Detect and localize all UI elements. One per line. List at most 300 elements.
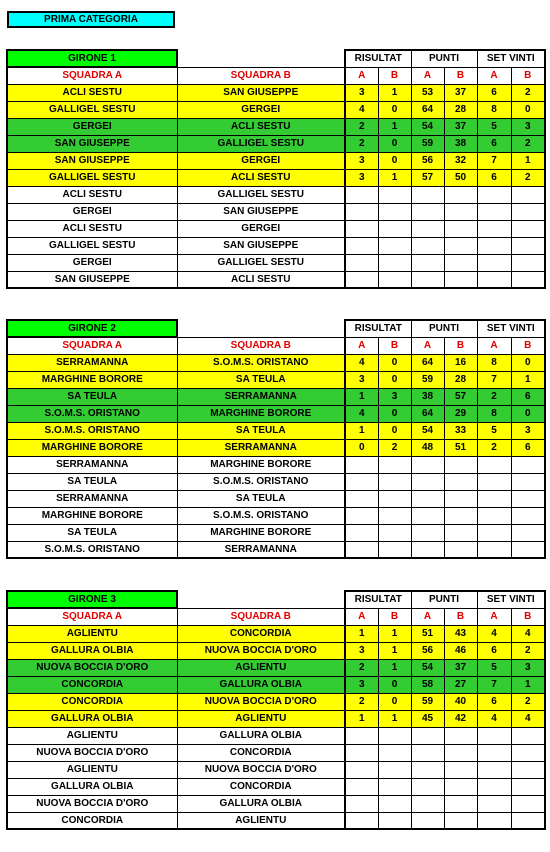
- table-row: [7, 727, 545, 744]
- score-cell: 2: [511, 693, 545, 710]
- score-cell: [511, 744, 545, 761]
- table-row: [7, 405, 545, 422]
- squadra-a-label: SQUADRA A: [7, 67, 177, 84]
- team-b: MARGHINE BORORE: [177, 524, 345, 541]
- risultati-header: RISULTAT: [345, 320, 411, 337]
- team-a: SA TEULA: [7, 388, 177, 405]
- score-cell: [444, 490, 477, 507]
- set-vinti-header: SET VINTI: [477, 591, 545, 608]
- table-row: [7, 456, 545, 473]
- score-cell: 4: [511, 625, 545, 642]
- score-cell: 2: [511, 642, 545, 659]
- team-a: SERRAMANNA: [7, 490, 177, 507]
- score-cell: [511, 795, 545, 812]
- score-cell: [477, 220, 511, 237]
- score-cell: [411, 220, 444, 237]
- score-cell: [511, 220, 545, 237]
- team-b: S.O.M.S. ORISTANO: [177, 354, 345, 371]
- score-cell: 1: [511, 152, 545, 169]
- score-cell: [345, 524, 378, 541]
- score-cell: [477, 727, 511, 744]
- score-cell: 2: [511, 169, 545, 186]
- score-cell: [511, 727, 545, 744]
- score-cell: [378, 254, 411, 271]
- score-cell: [477, 744, 511, 761]
- score-cell: 46: [444, 642, 477, 659]
- score-cell: [511, 778, 545, 795]
- table-row: [7, 271, 545, 288]
- team-b: GERGEI: [177, 152, 345, 169]
- table-row: [7, 135, 545, 152]
- score-col-b-label: B: [378, 67, 411, 84]
- team-b: SAN GIUSEPPE: [177, 203, 345, 220]
- score-cell: [444, 456, 477, 473]
- risultati-header: RISULTAT: [345, 591, 411, 608]
- table-row: [7, 169, 545, 186]
- score-cell: 50: [444, 169, 477, 186]
- score-cell: 0: [378, 405, 411, 422]
- team-a: GALLIGEL SESTU: [7, 169, 177, 186]
- score-col-b-label: B: [511, 337, 545, 354]
- score-cell: 6: [477, 642, 511, 659]
- score-cell: [444, 271, 477, 288]
- score-cell: 4: [477, 625, 511, 642]
- score-cell: 1: [345, 388, 378, 405]
- header-spacer: [177, 591, 345, 608]
- score-cell: [477, 186, 511, 203]
- team-b: SERRAMANNA: [177, 439, 345, 456]
- table-row: [7, 761, 545, 778]
- score-cell: [477, 456, 511, 473]
- team-b: NUOVA BOCCIA D'ORO: [177, 693, 345, 710]
- score-cell: [345, 254, 378, 271]
- team-b: AGLIENTU: [177, 659, 345, 676]
- score-cell: 2: [345, 659, 378, 676]
- score-cell: 7: [477, 152, 511, 169]
- column-label-row: [7, 608, 545, 625]
- team-b: NUOVA BOCCIA D'ORO: [177, 761, 345, 778]
- team-a: NUOVA BOCCIA D'ORO: [7, 744, 177, 761]
- team-a: MARGHINE BORORE: [7, 371, 177, 388]
- score-cell: [411, 507, 444, 524]
- table-row: [7, 220, 545, 237]
- table-row: [7, 84, 545, 101]
- team-b: GALLURA OLBIA: [177, 676, 345, 693]
- team-b: GALLIGEL SESTU: [177, 186, 345, 203]
- score-cell: 3: [345, 152, 378, 169]
- score-cell: [477, 507, 511, 524]
- score-cell: 64: [411, 405, 444, 422]
- score-cell: 0: [511, 405, 545, 422]
- table-row: [7, 659, 545, 676]
- score-cell: 57: [411, 169, 444, 186]
- score-cell: [411, 761, 444, 778]
- score-col-a-label: A: [345, 67, 378, 84]
- table-row: [7, 744, 545, 761]
- table-row: [7, 388, 545, 405]
- score-cell: [378, 473, 411, 490]
- score-cell: [444, 220, 477, 237]
- score-col-a-label: A: [345, 608, 378, 625]
- team-a: AGLIENTU: [7, 761, 177, 778]
- score-col-a-label: A: [345, 337, 378, 354]
- score-cell: [511, 761, 545, 778]
- score-cell: 4: [345, 101, 378, 118]
- squadra-a-label: SQUADRA A: [7, 608, 177, 625]
- score-cell: [411, 237, 444, 254]
- header-spacer: [177, 50, 345, 67]
- score-cell: [345, 795, 378, 812]
- score-cell: 6: [477, 135, 511, 152]
- score-cell: 0: [378, 676, 411, 693]
- score-cell: 6: [477, 169, 511, 186]
- score-col-b-label: B: [444, 608, 477, 625]
- team-b: ACLI SESTU: [177, 271, 345, 288]
- score-cell: 2: [378, 439, 411, 456]
- score-cell: [411, 524, 444, 541]
- score-cell: 0: [378, 371, 411, 388]
- score-cell: 28: [444, 101, 477, 118]
- set-vinti-header: SET VINTI: [477, 50, 545, 67]
- score-cell: [378, 237, 411, 254]
- group-table: [6, 590, 546, 830]
- team-a: GALLIGEL SESTU: [7, 237, 177, 254]
- team-b: AGLIENTU: [177, 812, 345, 829]
- team-a: MARGHINE BORORE: [7, 439, 177, 456]
- score-col-a-label: A: [477, 337, 511, 354]
- score-cell: [511, 254, 545, 271]
- score-cell: 3: [378, 388, 411, 405]
- score-col-b-label: B: [378, 337, 411, 354]
- score-cell: [378, 507, 411, 524]
- score-cell: 1: [511, 676, 545, 693]
- score-cell: 4: [511, 710, 545, 727]
- score-cell: 59: [411, 693, 444, 710]
- table-row: [7, 237, 545, 254]
- score-cell: 1: [378, 118, 411, 135]
- team-a: MARGHINE BORORE: [7, 507, 177, 524]
- team-b: GERGEI: [177, 220, 345, 237]
- group-2: [6, 319, 544, 559]
- table-row: [7, 371, 545, 388]
- team-a: SAN GIUSEPPE: [7, 271, 177, 288]
- score-cell: 56: [411, 152, 444, 169]
- score-cell: 1: [378, 84, 411, 101]
- score-cell: 5: [477, 422, 511, 439]
- score-cell: 43: [444, 625, 477, 642]
- score-cell: [378, 812, 411, 829]
- team-b: S.O.M.S. ORISTANO: [177, 473, 345, 490]
- team-a: ACLI SESTU: [7, 84, 177, 101]
- score-cell: 59: [411, 135, 444, 152]
- score-cell: [378, 456, 411, 473]
- score-cell: 1: [378, 710, 411, 727]
- set-vinti-header: SET VINTI: [477, 320, 545, 337]
- score-cell: [411, 456, 444, 473]
- score-col-a-label: A: [411, 67, 444, 84]
- score-cell: 3: [511, 422, 545, 439]
- score-cell: 64: [411, 101, 444, 118]
- table-row: [7, 795, 545, 812]
- score-cell: [444, 812, 477, 829]
- team-a: SAN GIUSEPPE: [7, 135, 177, 152]
- team-a: AGLIENTU: [7, 625, 177, 642]
- score-cell: [411, 271, 444, 288]
- group-name: GIRONE 1: [7, 50, 177, 67]
- score-cell: [345, 761, 378, 778]
- table-row: [7, 254, 545, 271]
- team-b: CONCORDIA: [177, 744, 345, 761]
- score-cell: 54: [411, 659, 444, 676]
- score-cell: 3: [345, 642, 378, 659]
- score-cell: [511, 456, 545, 473]
- score-cell: 6: [477, 693, 511, 710]
- score-cell: [345, 541, 378, 558]
- group-header-row: [7, 591, 545, 608]
- squadra-b-label: SQUADRA B: [177, 67, 345, 84]
- score-cell: 0: [511, 354, 545, 371]
- team-a: ACLI SESTU: [7, 186, 177, 203]
- score-cell: [345, 186, 378, 203]
- score-cell: 51: [411, 625, 444, 642]
- punti-header: PUNTI: [411, 591, 477, 608]
- score-cell: [477, 237, 511, 254]
- score-cell: 5: [477, 659, 511, 676]
- score-cell: 1: [378, 659, 411, 676]
- score-cell: [411, 727, 444, 744]
- score-cell: [511, 490, 545, 507]
- score-col-b-label: B: [444, 337, 477, 354]
- score-cell: [378, 795, 411, 812]
- table-row: [7, 490, 545, 507]
- score-cell: 0: [378, 354, 411, 371]
- team-a: NUOVA BOCCIA D'ORO: [7, 659, 177, 676]
- score-cell: [345, 812, 378, 829]
- table-row: [7, 778, 545, 795]
- score-cell: 3: [511, 659, 545, 676]
- team-a: CONCORDIA: [7, 812, 177, 829]
- group-name: GIRONE 2: [7, 320, 177, 337]
- score-cell: 3: [345, 371, 378, 388]
- score-cell: 2: [511, 135, 545, 152]
- score-cell: [411, 473, 444, 490]
- score-cell: 6: [511, 439, 545, 456]
- score-col-a-label: A: [477, 67, 511, 84]
- score-cell: 16: [444, 354, 477, 371]
- score-cell: [511, 812, 545, 829]
- score-cell: 33: [444, 422, 477, 439]
- score-cell: [511, 203, 545, 220]
- team-a: SA TEULA: [7, 524, 177, 541]
- score-cell: 0: [378, 693, 411, 710]
- score-cell: 42: [444, 710, 477, 727]
- table-row: [7, 710, 545, 727]
- header-spacer: [177, 320, 345, 337]
- score-cell: [345, 727, 378, 744]
- score-cell: [378, 524, 411, 541]
- score-cell: 28: [444, 371, 477, 388]
- score-cell: [378, 271, 411, 288]
- team-a: AGLIENTU: [7, 727, 177, 744]
- score-cell: 2: [345, 118, 378, 135]
- score-cell: [345, 490, 378, 507]
- score-cell: [378, 541, 411, 558]
- score-cell: [477, 473, 511, 490]
- score-cell: [444, 727, 477, 744]
- score-cell: 54: [411, 422, 444, 439]
- score-cell: [378, 761, 411, 778]
- group-header-row: [7, 50, 545, 67]
- squadra-a-label: SQUADRA A: [7, 337, 177, 354]
- score-col-b-label: B: [511, 67, 545, 84]
- score-cell: [444, 761, 477, 778]
- score-cell: 4: [345, 405, 378, 422]
- score-cell: 3: [511, 118, 545, 135]
- team-b: SAN GIUSEPPE: [177, 237, 345, 254]
- score-cell: [511, 507, 545, 524]
- team-b: GALLIGEL SESTU: [177, 254, 345, 271]
- score-cell: 0: [378, 135, 411, 152]
- score-cell: [345, 473, 378, 490]
- score-cell: [477, 778, 511, 795]
- score-cell: 45: [411, 710, 444, 727]
- team-a: SERRAMANNA: [7, 354, 177, 371]
- score-cell: [411, 254, 444, 271]
- score-cell: [345, 220, 378, 237]
- score-cell: 37: [444, 118, 477, 135]
- team-b: SA TEULA: [177, 371, 345, 388]
- table-row: [7, 676, 545, 693]
- team-b: GERGEI: [177, 101, 345, 118]
- score-cell: [511, 524, 545, 541]
- score-cell: [378, 778, 411, 795]
- table-row: [7, 693, 545, 710]
- score-col-a-label: A: [477, 608, 511, 625]
- score-col-b-label: B: [511, 608, 545, 625]
- score-cell: 3: [345, 169, 378, 186]
- score-cell: [411, 490, 444, 507]
- score-cell: 0: [378, 152, 411, 169]
- team-b: CONCORDIA: [177, 778, 345, 795]
- score-cell: 51: [444, 439, 477, 456]
- team-a: CONCORDIA: [7, 676, 177, 693]
- score-cell: 58: [411, 676, 444, 693]
- score-cell: 8: [477, 101, 511, 118]
- table-row: [7, 473, 545, 490]
- score-cell: 54: [411, 118, 444, 135]
- score-cell: 37: [444, 84, 477, 101]
- score-cell: 40: [444, 693, 477, 710]
- score-cell: 6: [477, 84, 511, 101]
- table-row: [7, 101, 545, 118]
- score-col-b-label: B: [378, 608, 411, 625]
- score-cell: [444, 744, 477, 761]
- team-b: ACLI SESTU: [177, 118, 345, 135]
- score-cell: [444, 186, 477, 203]
- score-cell: 2: [345, 135, 378, 152]
- score-cell: [477, 761, 511, 778]
- risultati-header: RISULTAT: [345, 50, 411, 67]
- score-cell: 59: [411, 371, 444, 388]
- score-cell: 5: [477, 118, 511, 135]
- group-table: [6, 319, 546, 559]
- team-a: GALLURA OLBIA: [7, 778, 177, 795]
- score-cell: 0: [345, 439, 378, 456]
- team-b: AGLIENTU: [177, 710, 345, 727]
- score-cell: [477, 541, 511, 558]
- score-cell: 1: [378, 642, 411, 659]
- team-b: SAN GIUSEPPE: [177, 84, 345, 101]
- team-b: CONCORDIA: [177, 625, 345, 642]
- score-cell: 6: [511, 388, 545, 405]
- table-row: [7, 422, 545, 439]
- score-cell: 1: [345, 625, 378, 642]
- score-cell: 2: [477, 439, 511, 456]
- score-cell: [511, 186, 545, 203]
- page-title: PRIMA CATEGORIA: [7, 11, 175, 28]
- table-row: [7, 203, 545, 220]
- score-cell: [411, 795, 444, 812]
- score-cell: [411, 541, 444, 558]
- team-b: GALLURA OLBIA: [177, 795, 345, 812]
- team-b: GALLURA OLBIA: [177, 727, 345, 744]
- table-row: [7, 812, 545, 829]
- group-1: [6, 49, 544, 289]
- score-cell: 56: [411, 642, 444, 659]
- team-b: SA TEULA: [177, 422, 345, 439]
- score-cell: [444, 507, 477, 524]
- score-cell: [378, 490, 411, 507]
- score-col-a-label: A: [411, 337, 444, 354]
- score-cell: [444, 795, 477, 812]
- score-cell: [345, 271, 378, 288]
- punti-header: PUNTI: [411, 50, 477, 67]
- score-cell: [345, 203, 378, 220]
- score-cell: [444, 473, 477, 490]
- team-a: GERGEI: [7, 254, 177, 271]
- team-a: SERRAMANNA: [7, 456, 177, 473]
- score-cell: [444, 541, 477, 558]
- score-cell: [345, 237, 378, 254]
- score-cell: [444, 203, 477, 220]
- team-b: S.O.M.S. ORISTANO: [177, 507, 345, 524]
- score-cell: 2: [345, 693, 378, 710]
- score-cell: [378, 727, 411, 744]
- score-cell: [345, 456, 378, 473]
- score-cell: 1: [511, 371, 545, 388]
- score-cell: [345, 744, 378, 761]
- team-b: NUOVA BOCCIA D'ORO: [177, 642, 345, 659]
- score-cell: 64: [411, 354, 444, 371]
- table-row: [7, 186, 545, 203]
- team-a: GALLIGEL SESTU: [7, 101, 177, 118]
- score-cell: 1: [345, 710, 378, 727]
- score-cell: 3: [345, 676, 378, 693]
- score-cell: 0: [511, 101, 545, 118]
- team-a: S.O.M.S. ORISTANO: [7, 405, 177, 422]
- score-cell: [345, 778, 378, 795]
- score-cell: [477, 271, 511, 288]
- score-cell: [444, 254, 477, 271]
- team-b: MARGHINE BORORE: [177, 405, 345, 422]
- score-cell: [411, 744, 444, 761]
- team-a: CONCORDIA: [7, 693, 177, 710]
- score-col-b-label: B: [444, 67, 477, 84]
- score-cell: 2: [511, 84, 545, 101]
- score-cell: 0: [378, 101, 411, 118]
- group-3: [6, 590, 544, 830]
- score-cell: [411, 203, 444, 220]
